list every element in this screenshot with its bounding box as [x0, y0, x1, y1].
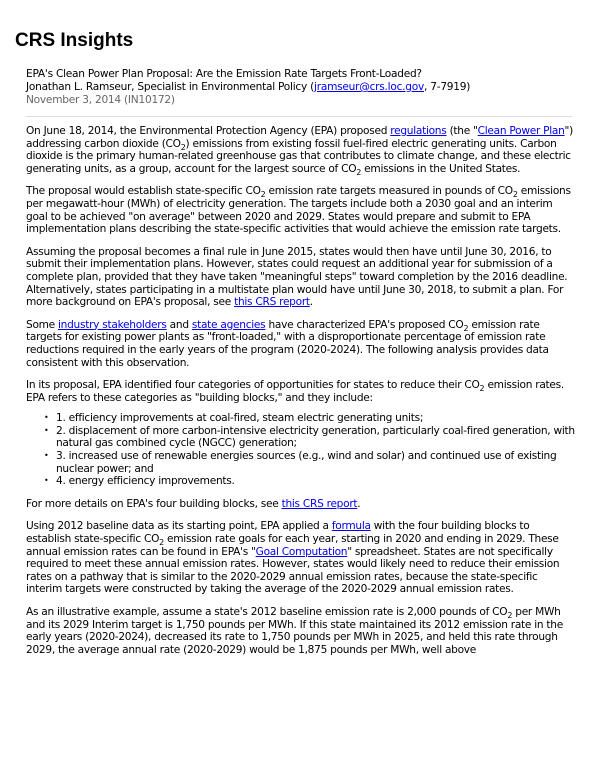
- article-header: [26, 68, 572, 107]
- author-phone: , 7-7919): [424, 81, 471, 93]
- text: emissions per megawatt-hour (MWh) of electricity generation. The targets include both a 2030 goal and an interim goal to be achieved "on average" between 2020 and 2029. States would prepare and submit to EPA implementation plans describing the state-specific activities that would achieve the emission rate targets.: [26, 185, 571, 236]
- author-name: Jonathan L. Ramseur, Specialist in Environmental Policy (: [26, 81, 315, 93]
- clean-power-plan-link[interactable]: Clean Power Plan: [477, 125, 565, 137]
- list-item: • 4. energy efficiency improvements.: [56, 475, 576, 488]
- subscript: 2: [180, 142, 186, 152]
- list-item: • 1. efficiency improvements at coal-fired, steam electric generating units;: [56, 412, 576, 425]
- state-agencies-link[interactable]: state agencies: [191, 318, 266, 331]
- formula-link[interactable]: formula: [331, 520, 371, 533]
- text: per MWh and its 2029 Interim target is 1,750 pounds per MWh. If this state maintained its 2012 emission rate in the early years (2020-2024), decreased its rate to 1,750 pounds per MWh in 2025, and held this rate through 2029, the average annual rate (2020-2029) would be 1,875 pounds per MWh, well above: [26, 606, 563, 656]
- text: (the ": [446, 125, 478, 137]
- list-item: • 2. displacement of more carbon-intensive electricity generation, particularly coal-fired generation, with natural gas combined cycle (NGCC) generation;: [56, 425, 576, 450]
- text: emission rate goals for each year, starting in 2020 and ending in 2029. These annual emission rates can be found in EPA's ": [26, 533, 559, 558]
- subscript: 2: [479, 384, 485, 394]
- text: For more details on EPA's four building blocks, see: [26, 497, 282, 510]
- text: and: [166, 318, 192, 331]
- text: On June 18, 2014, the Environmental Protection Agency (EPA) proposed: [26, 125, 391, 137]
- text: emission rates. EPA refers to these categories as "building blocks," and they include:: [26, 379, 564, 404]
- text: The proposal would establish state-specific CO: [26, 185, 261, 198]
- goal-computation-link[interactable]: Goal Computation: [255, 545, 348, 558]
- text: Using 2012 baseline data as its starting point, EPA applied a: [26, 520, 332, 533]
- text: " spreadsheet. States are not specifically required to meet these annual emission rates. However, states would likely need to reduce their emission rates on a pathway that is similar to the 2020-2029 annual emission rates, because the state-specific interim targets were constructed by taking the average of the 2020-2029 annual emission rates.: [26, 545, 560, 596]
- text: .: [309, 296, 313, 309]
- publication-date: November 3, 2014 (IN10172): [26, 94, 175, 106]
- subscript: 2: [512, 190, 518, 200]
- text: emissions in the United States.: [361, 162, 521, 175]
- text: As an illustrative example, assume a state's 2012 baseline emission rate is 2,000 pounds of CO: [26, 606, 508, 618]
- subscript: 2: [260, 190, 266, 200]
- paragraph-front-loaded: [26, 319, 576, 369]
- text: Some: [26, 318, 59, 331]
- building-blocks-list: [26, 412, 576, 488]
- author-line: [26, 81, 572, 94]
- paragraph-baseline: [26, 520, 576, 596]
- subscript: 2: [356, 167, 362, 177]
- paragraph-more-details: [26, 498, 576, 511]
- header-divider: [26, 116, 572, 117]
- text: have characterized EPA's proposed CO: [265, 318, 464, 331]
- article-title: EPA's Clean Power Plan Proposal: Are the Emission Rate Targets Front-Loaded?: [26, 68, 422, 80]
- text: emission rate targets measured in pounds of CO: [265, 185, 513, 198]
- crs-report-link-2[interactable]: this CRS report: [281, 497, 358, 510]
- text: emission rate targets for existing power plants as "front-loaded," with a disproportionate percentage of emission rate reductions required in the early years of the program (2020-2024). The following analysis provides data consistent with this observation.: [26, 318, 549, 369]
- text: In its proposal, EPA identified four categories of opportunities for states to reduce their CO: [26, 379, 480, 392]
- list-item: • 3. increased use of renewable energies sources (e.g., wind and solar) and continued use of existing nuclear power; and: [56, 450, 576, 475]
- text: .: [357, 497, 361, 510]
- crs-report-link-1[interactable]: this CRS report: [234, 296, 310, 309]
- paragraph-deadlines: [26, 246, 576, 309]
- text: with the four building blocks to establish state-specific CO: [26, 520, 530, 546]
- text: ) emissions from existing fossil fuel-fired electric generating units. Carbon dioxide is the primary human-related greenhouse gas that contributes to climate change, and these electric generating units, as a group, account for the largest source of CO: [26, 137, 571, 175]
- regulations-link[interactable]: regulations: [390, 125, 447, 137]
- paragraph-building-blocks-intro: [26, 379, 576, 404]
- subscript: 2: [507, 611, 513, 620]
- industry-stakeholders-link[interactable]: industry stakeholders: [58, 318, 167, 331]
- paragraph-intro: [26, 125, 576, 175]
- site-title: CRS Insights: [15, 30, 134, 51]
- text: Assuming the proposal becomes a final rule in June 2015, states would then have until June 30, 2016, to submit their implementation plans. However, states could request an additional year for submission of a complete plan, provided that they have taken "meaningful steps" toward completion by the 2016 deadline. Alternatively, states participating in a multistate plan would have until June 30, 2018, to submit a plan. For more background on EPA's proposal, see: [26, 245, 568, 309]
- subscript: 2: [463, 323, 469, 333]
- paragraph-targets: [26, 185, 576, 235]
- subscript: 2: [159, 538, 164, 548]
- article-body: [26, 125, 576, 666]
- paragraph-example: [26, 606, 576, 656]
- text: ") addressing carbon dioxide (CO: [26, 125, 573, 150]
- author-email-link[interactable]: jramseur@crs.loc.gov: [314, 81, 425, 93]
